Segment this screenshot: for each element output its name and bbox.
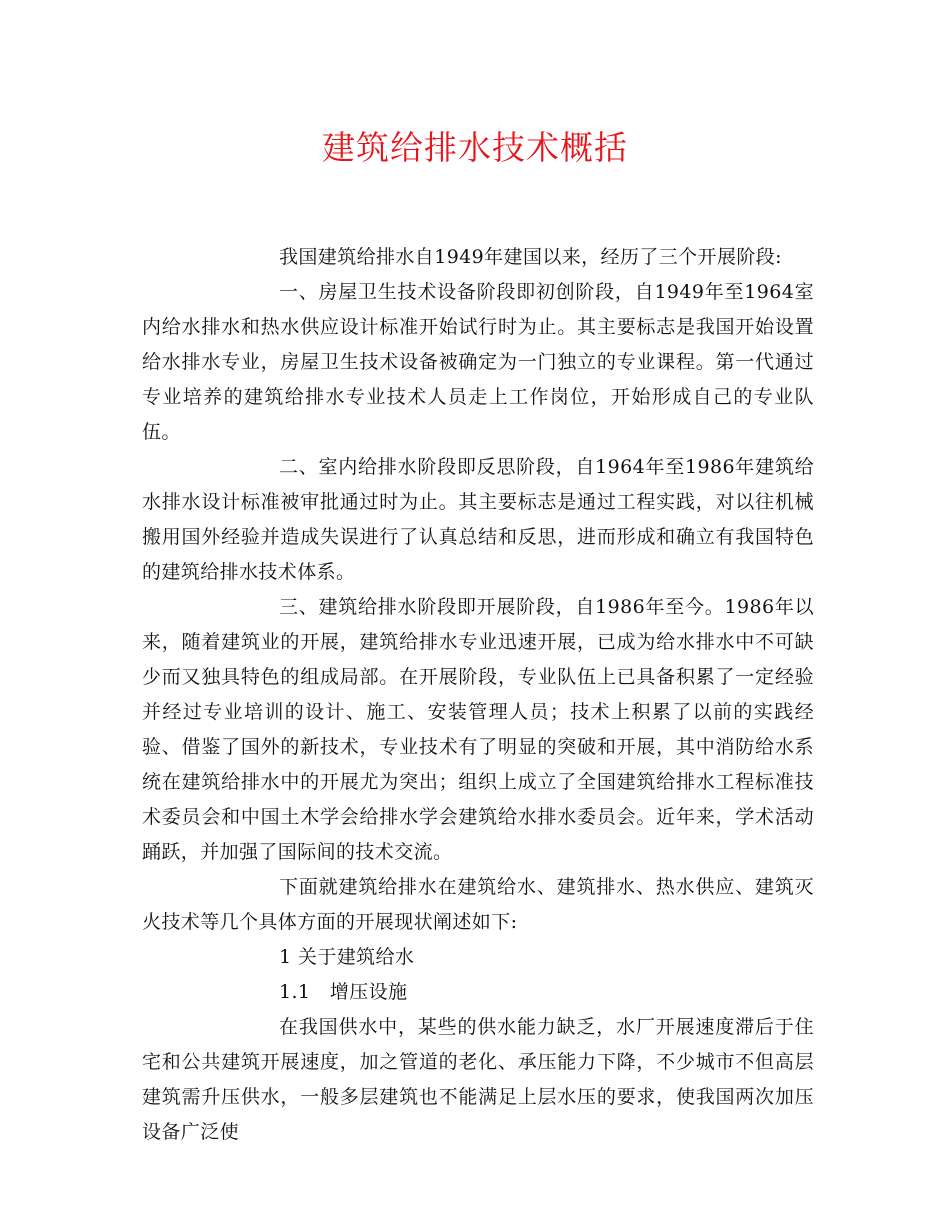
paragraph-pressurization: 在我国供水中，某些的供水能力缺乏，水厂开展速度滞后于住宅和公共建筑开展速度，加之管道的老化、承压能力下降，不少城市不但高层建筑需升压供水，一般多层建筑也不能满足上层水压的要求，使我国两次加压设备广泛使 bbox=[142, 1016, 814, 1143]
subsection-heading-pressurization: 1.1 增压设施 bbox=[279, 981, 408, 1003]
section-heading-water-supply: 1 关于建筑给水 bbox=[279, 946, 415, 968]
document-body bbox=[142, 240, 814, 1150]
paragraph-stage-one: 一、房屋卫生技术设备阶段即初创阶段，自1949年至1964室内给水排水和热水供应设计标准开始试行时为止。其主要标志是我国开始设置给水排水专业，房屋卫生技术设备被确定为一门独立的专业课程。第一代通过专业培养的建筑给排水专业技术人员走上工作岗位，开始形成自己的专业队伍。 bbox=[142, 281, 814, 443]
paragraph-intro: 我国建筑给排水自1949年建国以来，经历了三个开展阶段: bbox=[279, 246, 782, 268]
paragraph-stage-three: 三、建筑给排水阶段即开展阶段，自1986年至今。1986年以来，随着建筑业的开展，建筑给排水专业迅速开展，已成为给水排水中不可缺少而又独具特色的组成局部。在开展阶段，专业队伍上已具备积累了一定经验并经过专业培训的设计、施工、安装管理人员；技术上积累了以前的实践经验、借鉴了国外的新技术，专业技术有了明显的突破和开展，其中消防给水系统在建筑给排水中的开展尤为突出；组织上成立了全国建筑给排水工程标准技术委员会和中国土木学会给排水学会建筑给水排水委员会。近年来，学术活动踊跃，并加强了国际间的技术交流。 bbox=[142, 596, 814, 863]
paragraph-overview: 下面就建筑给排水在建筑给水、建筑排水、热水供应、建筑灭火技术等几个具体方面的开展现状阐述如下: bbox=[142, 876, 814, 933]
paragraph-stage-two: 二、室内给排水阶段即反思阶段，自1964年至1986年建筑给水排水设计标准被审批通过时为止。其主要标志是通过工程实践，对以往机械搬用国外经验并造成失误进行了认真总结和反思，进而形成和确立有我国特色的建筑给排水技术体系。 bbox=[142, 456, 814, 583]
document-title: 建筑给排水技术概括 bbox=[322, 128, 628, 167]
